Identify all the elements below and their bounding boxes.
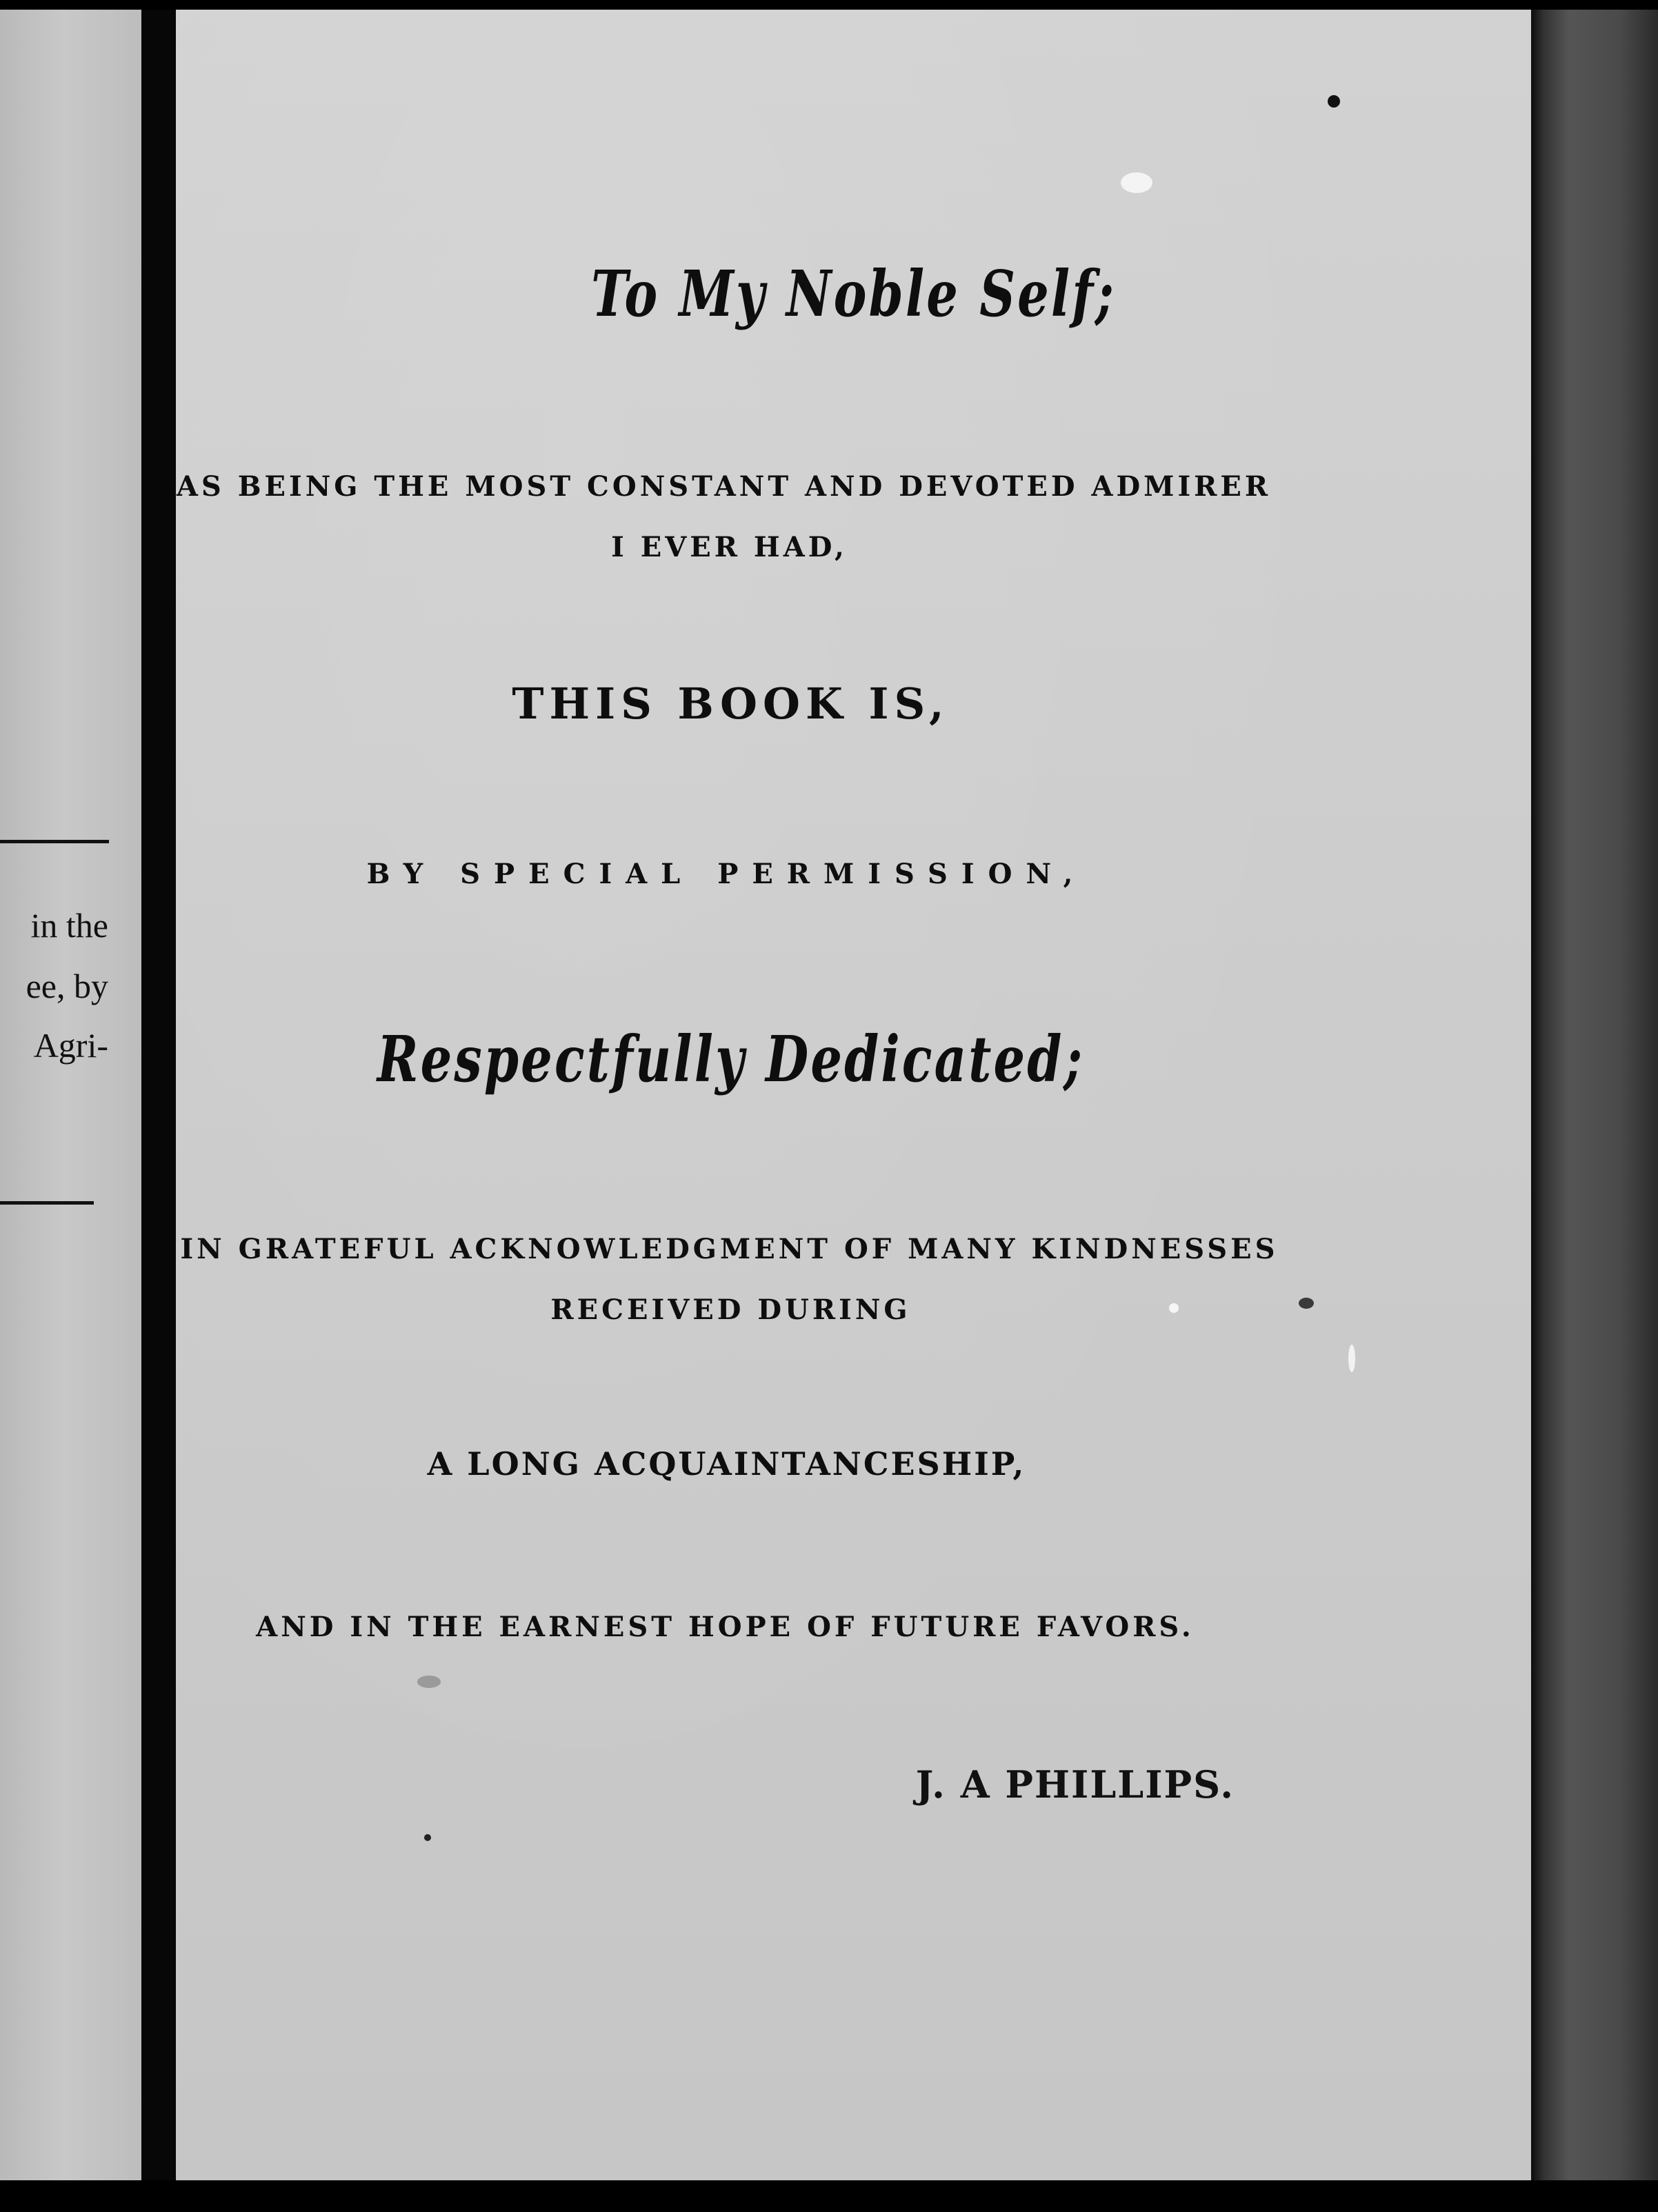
dedication-line-admirer: AS BEING THE MOST CONSTANT AND DEVOTED ADMIRER — [176, 470, 1272, 503]
dedication-line-acquaintanceship: A LONG ACQUAINTANCESHIP, — [427, 1445, 1026, 1482]
scan-speck — [1348, 1345, 1355, 1372]
left-page-rule-bottom — [0, 1201, 94, 1205]
left-page-line-2: ee, by — [26, 967, 108, 1005]
dedication-line-received: RECEIVED DURING — [550, 1294, 911, 1326]
book-gutter — [141, 0, 176, 2212]
scan-border-bottom — [0, 2180, 1658, 2212]
left-page-rule-top — [0, 840, 109, 843]
scan-speck — [1121, 172, 1152, 193]
previous-page-strip — [0, 0, 141, 2186]
scan-speck — [1169, 1303, 1179, 1313]
left-page-line-3: Agri- — [33, 1026, 108, 1065]
dedication-line-future-favors: AND IN THE EARNEST HOPE OF FUTURE FAVORS. — [256, 1611, 1195, 1643]
dedication-heading: To My Noble Self; — [591, 257, 1116, 331]
author-signature: J. A PHILLIPS. — [915, 1762, 1235, 1807]
scan-speck — [1299, 1298, 1314, 1309]
scan-speck — [417, 1676, 441, 1688]
dedication-line-permission: BY SPECIAL PERMISSION, — [366, 858, 1087, 890]
dedication-line-acknowledgment: IN GRATEFUL ACKNOWLEDGMENT OF MANY KINDNESSES — [180, 1233, 1279, 1265]
scan-speck — [424, 1834, 431, 1841]
scan-speck — [1328, 95, 1340, 108]
dedication-heading-dedicated: Respectfully Dedicated; — [377, 1022, 1085, 1096]
left-page-line-1: in the — [30, 906, 108, 945]
dedication-line-ever-had: I EVER HAD, — [611, 531, 848, 563]
scan-border-top — [0, 0, 1658, 10]
dedication-line-this-book: THIS BOOK IS, — [512, 678, 950, 729]
page-edge-shadow — [1531, 0, 1658, 2212]
dedication-page — [176, 0, 1531, 2187]
